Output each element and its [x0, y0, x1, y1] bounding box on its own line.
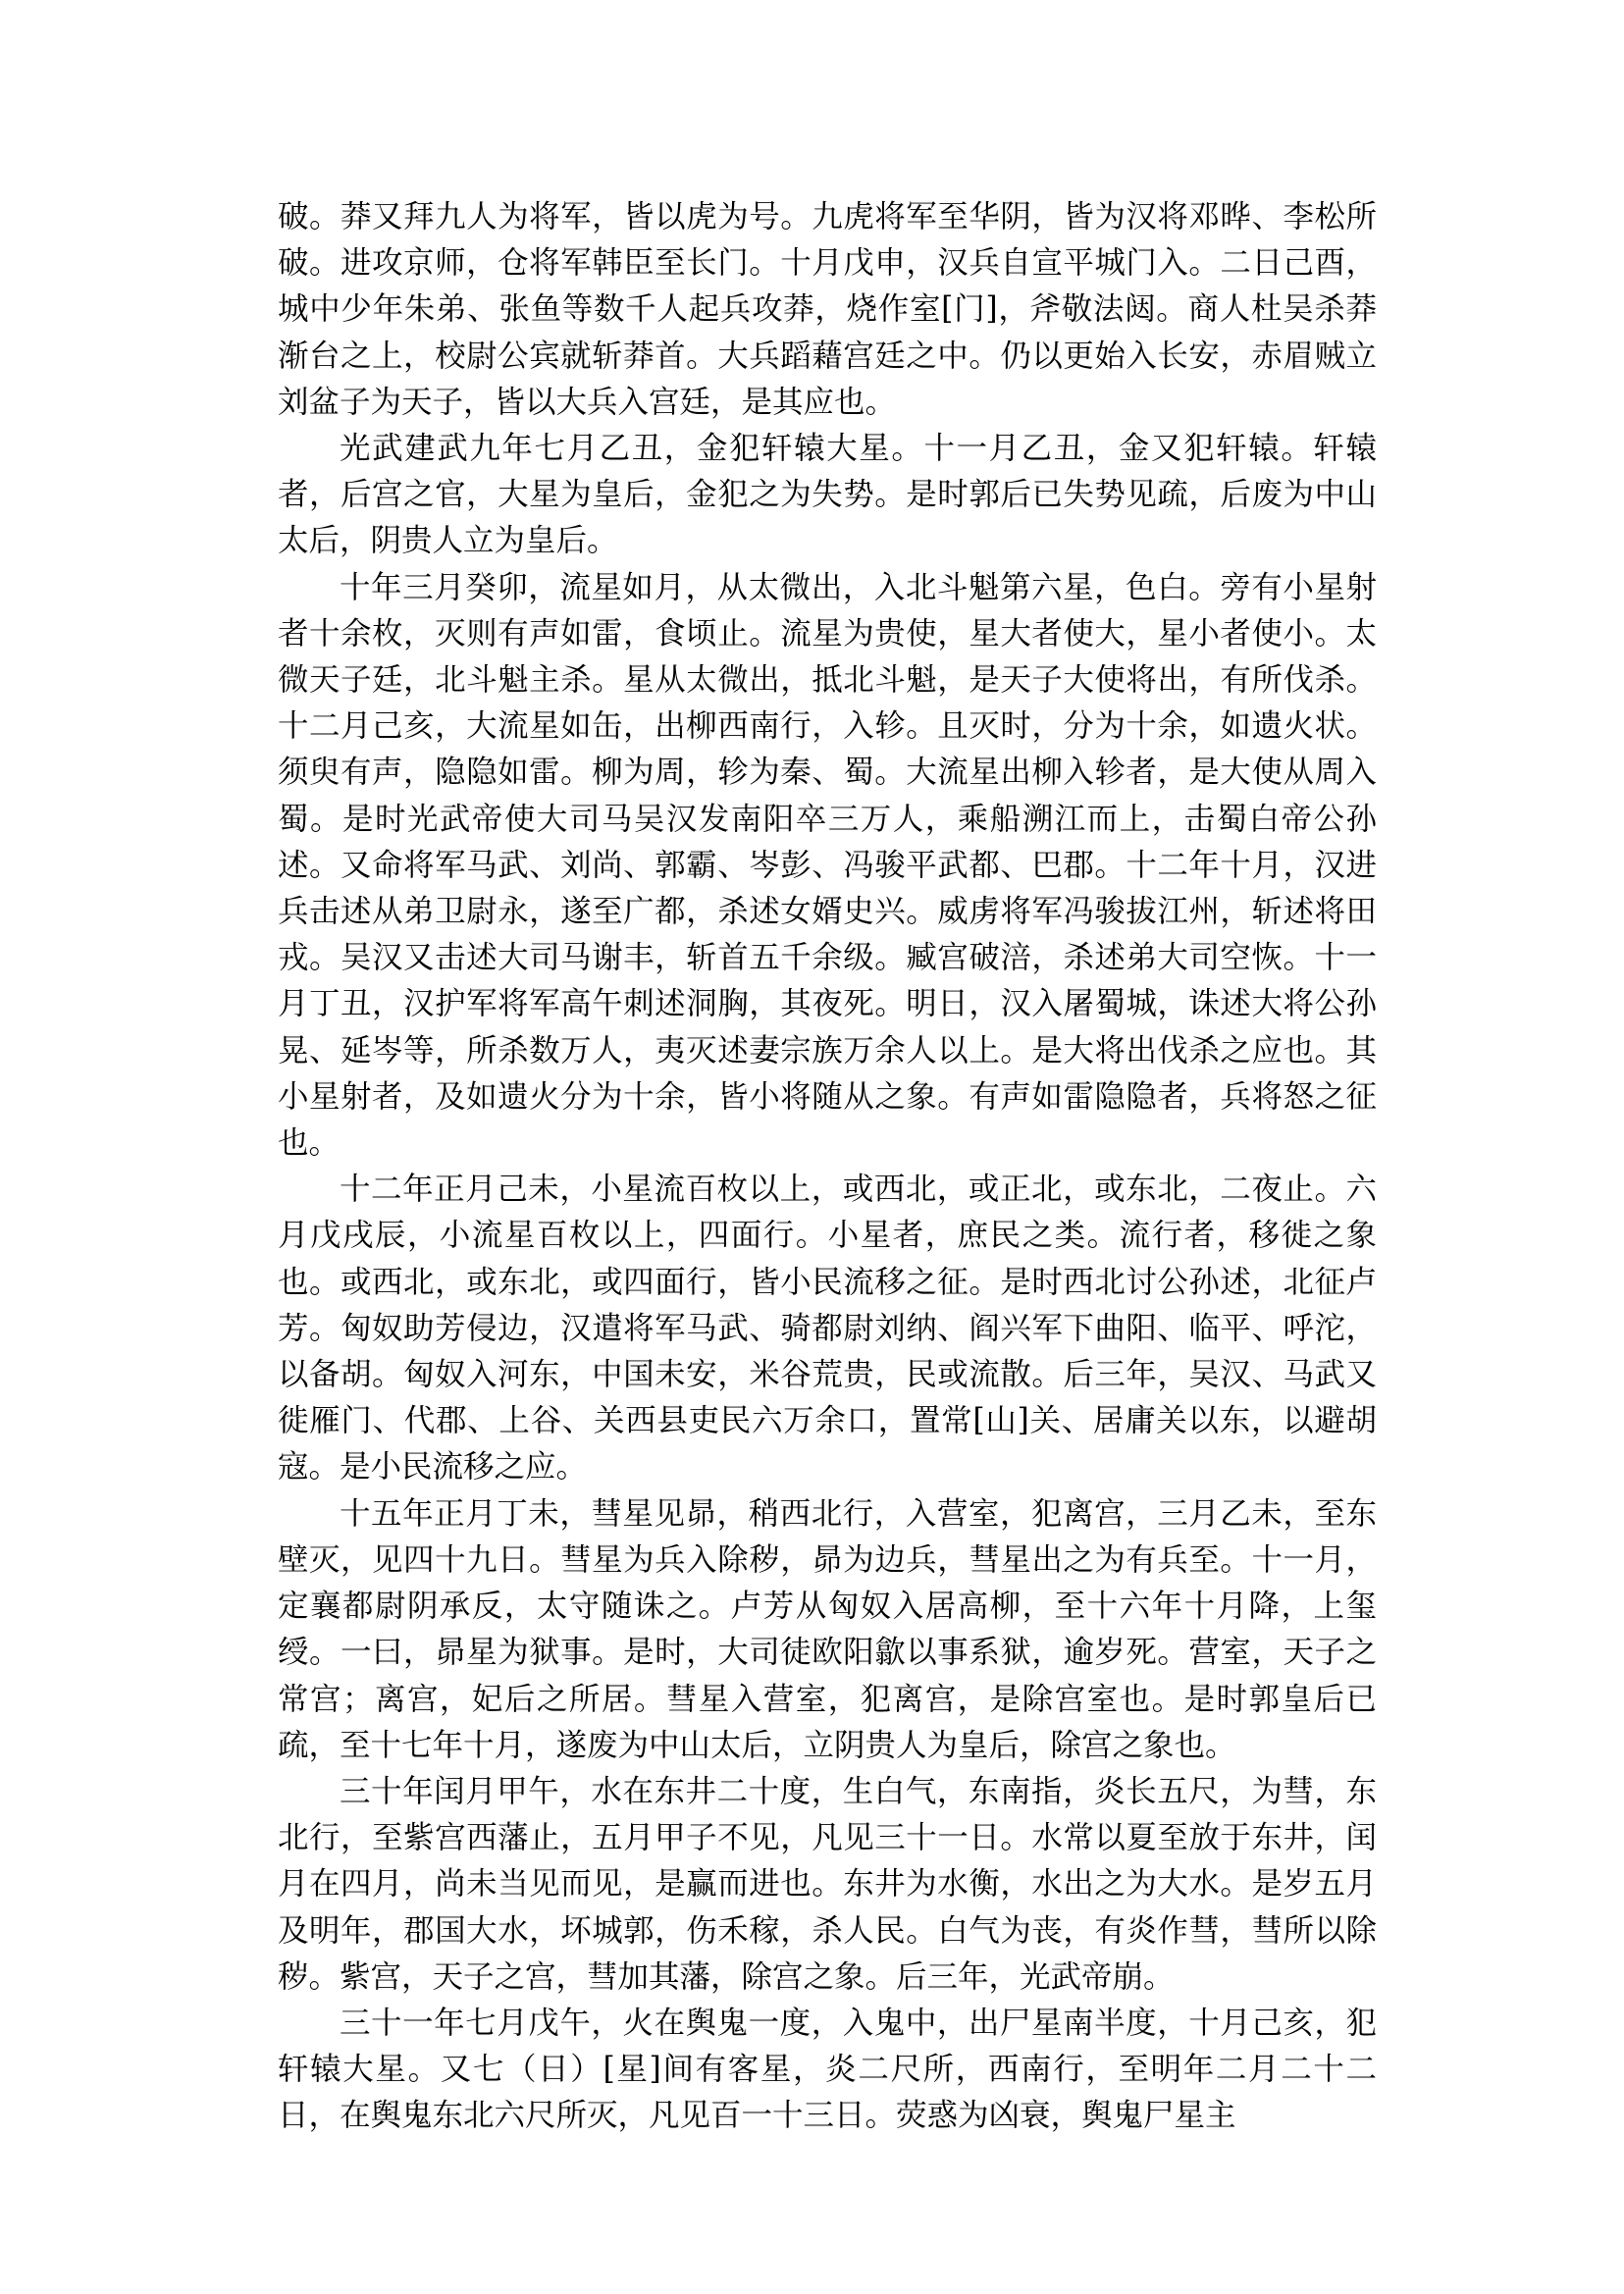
paragraph: 十年三月癸卯，流星如月，从太微出，入北斗魁第六星，色白。旁有小星射者十余枚，灭则有声如雷，食顷止。流星为贵使，星大者使大，星小者使小。太微天子廷，北斗魁主杀。星从太微出，抵北斗魁，是天子大使将出，有所伐杀。十二月己亥，大流星如缶，出柳西南行，入轸。且灭时，分为十余，如遗火状。须臾有声，隐隐如雷。柳为周，轸为秦、蜀。大流星出柳入轸者，是大使从周入蜀。是时光武帝使大司马吴汉发南阳卒三万人，乘船溯江而上，击蜀白帝公孙述。又命将军马武、刘尚、郭霸、岑彭、冯骏平武都、巴郡。十二年十月，汉进兵击述从弟卫尉永，遂至广都，杀述女婿史兴。威虏将军冯骏拔江州，斩述将田戎。吴汉又击述大司马谢丰，斩首五千余级。臧宫破涪，杀述弟大司空恢。十一月丁丑，汉护军将军高午刺述洞胸，其夜死。明日，汉入屠蜀城，诛述大将公孙晃、延岑等，所杀数万人，夷灭述妻宗族万余人以上。是大将出伐杀之应也。其小星射者，及如遗火分为十余，皆小将随从之象。有声如雷隐隐者，兵将怒之征也。	[278, 569, 1377, 1162]
paragraph: 三十一年七月戊午，火在舆鬼一度，入鬼中，出尸星南半度，十月己亥，犯轩辕大星。又七（日）[星]间有客星，炎二尺所，西南行，至明年二月二十二日，在舆鬼东北六尺所灭，凡见百一十三日。荧惑为凶衰，舆鬼尸星主	[278, 2005, 1377, 2134]
body-text	[278, 194, 1377, 2140]
paragraph: 十二年正月己未，小星流百枚以上，或西北，或正北，或东北，二夜止。六月戊戌辰，小流星百枚以上，四面行。小星者，庶民之类。流行者，移徙之象也。或西北，或东北，或四面行，皆小民流移之征。是时西北讨公孙述，北征卢芳。匈奴助芳侵边，汉遣将军马武、骑都尉刘纳、阎兴军下曲阳、临平、呼沱，以备胡。匈奴入河东，中国未安，米谷荒贵，民或流散。后三年，吴汉、马武又徙雁门、代郡、上谷、关西县吏民六万余口，置常[山]关、居庸关以东，以避胡寇。是小民流移之应。	[278, 1172, 1377, 1486]
paragraph: 三十年闰月甲午，水在东井二十度，生白气，东南指，炎长五尺，为彗，东北行，至紫宫西藩止，五月甲子不见，凡见三十一日。水常以夏至放于东井，闰月在四月，尚未当见而见，是赢而进也。东井为水衡，水出之为大水。是岁五月及明年，郡国大水，坏城郭，伤禾稼，杀人民。白气为丧，有炎作彗，彗所以除秽。紫宫，天子之宫，彗加其藩，除宫之象。后三年，光武帝崩。	[278, 1773, 1377, 1995]
paragraph: 光武建武九年七月乙丑，金犯轩辕大星。十一月乙丑，金又犯轩辕。轩辕者，后宫之官，大星为皇后，金犯之为失势。是时郭后已失势见疏，后废为中山太后，阴贵人立为皇后。	[278, 431, 1377, 559]
paragraph: 破。莽又拜九人为将军，皆以虎为号。九虎将军至华阴，皆为汉将邓晔、李松所破。进攻京师，仓将军韩臣至长门。十月戊申，汉兵自宣平城门入。二日己酉，城中少年朱弟、张鱼等数千人起兵攻莽，烧作室[门]，斧敬法闼。商人杜吴杀莽渐台之上，校尉公宾就斩莽首。大兵蹈藉宫廷之中。仍以更始入长安，赤眉贼立刘盆子为天子，皆以大兵入宫廷，是其应也。	[278, 199, 1377, 420]
paragraph: 十五年正月丁未，彗星见昴，稍西北行，入营室，犯离宫，三月乙未，至东壁灭，见四十九日。彗星为兵入除秽，昴为边兵，彗星出之为有兵至。十一月，定襄都尉阴承反，太守随诛之。卢芳从匈奴入居高柳，至十六年十月降，上玺绶。一曰，昴星为狱事。是时，大司徒欧阳歙以事系狱，逾岁死。营室，天子之常宫；离宫，妃后之所居。彗星入营室，犯离宫，是除宫室也。是时郭皇后已疏，至十七年十月，遂废为中山太后，立阴贵人为皇后，除宫之象也。	[278, 1495, 1377, 1763]
